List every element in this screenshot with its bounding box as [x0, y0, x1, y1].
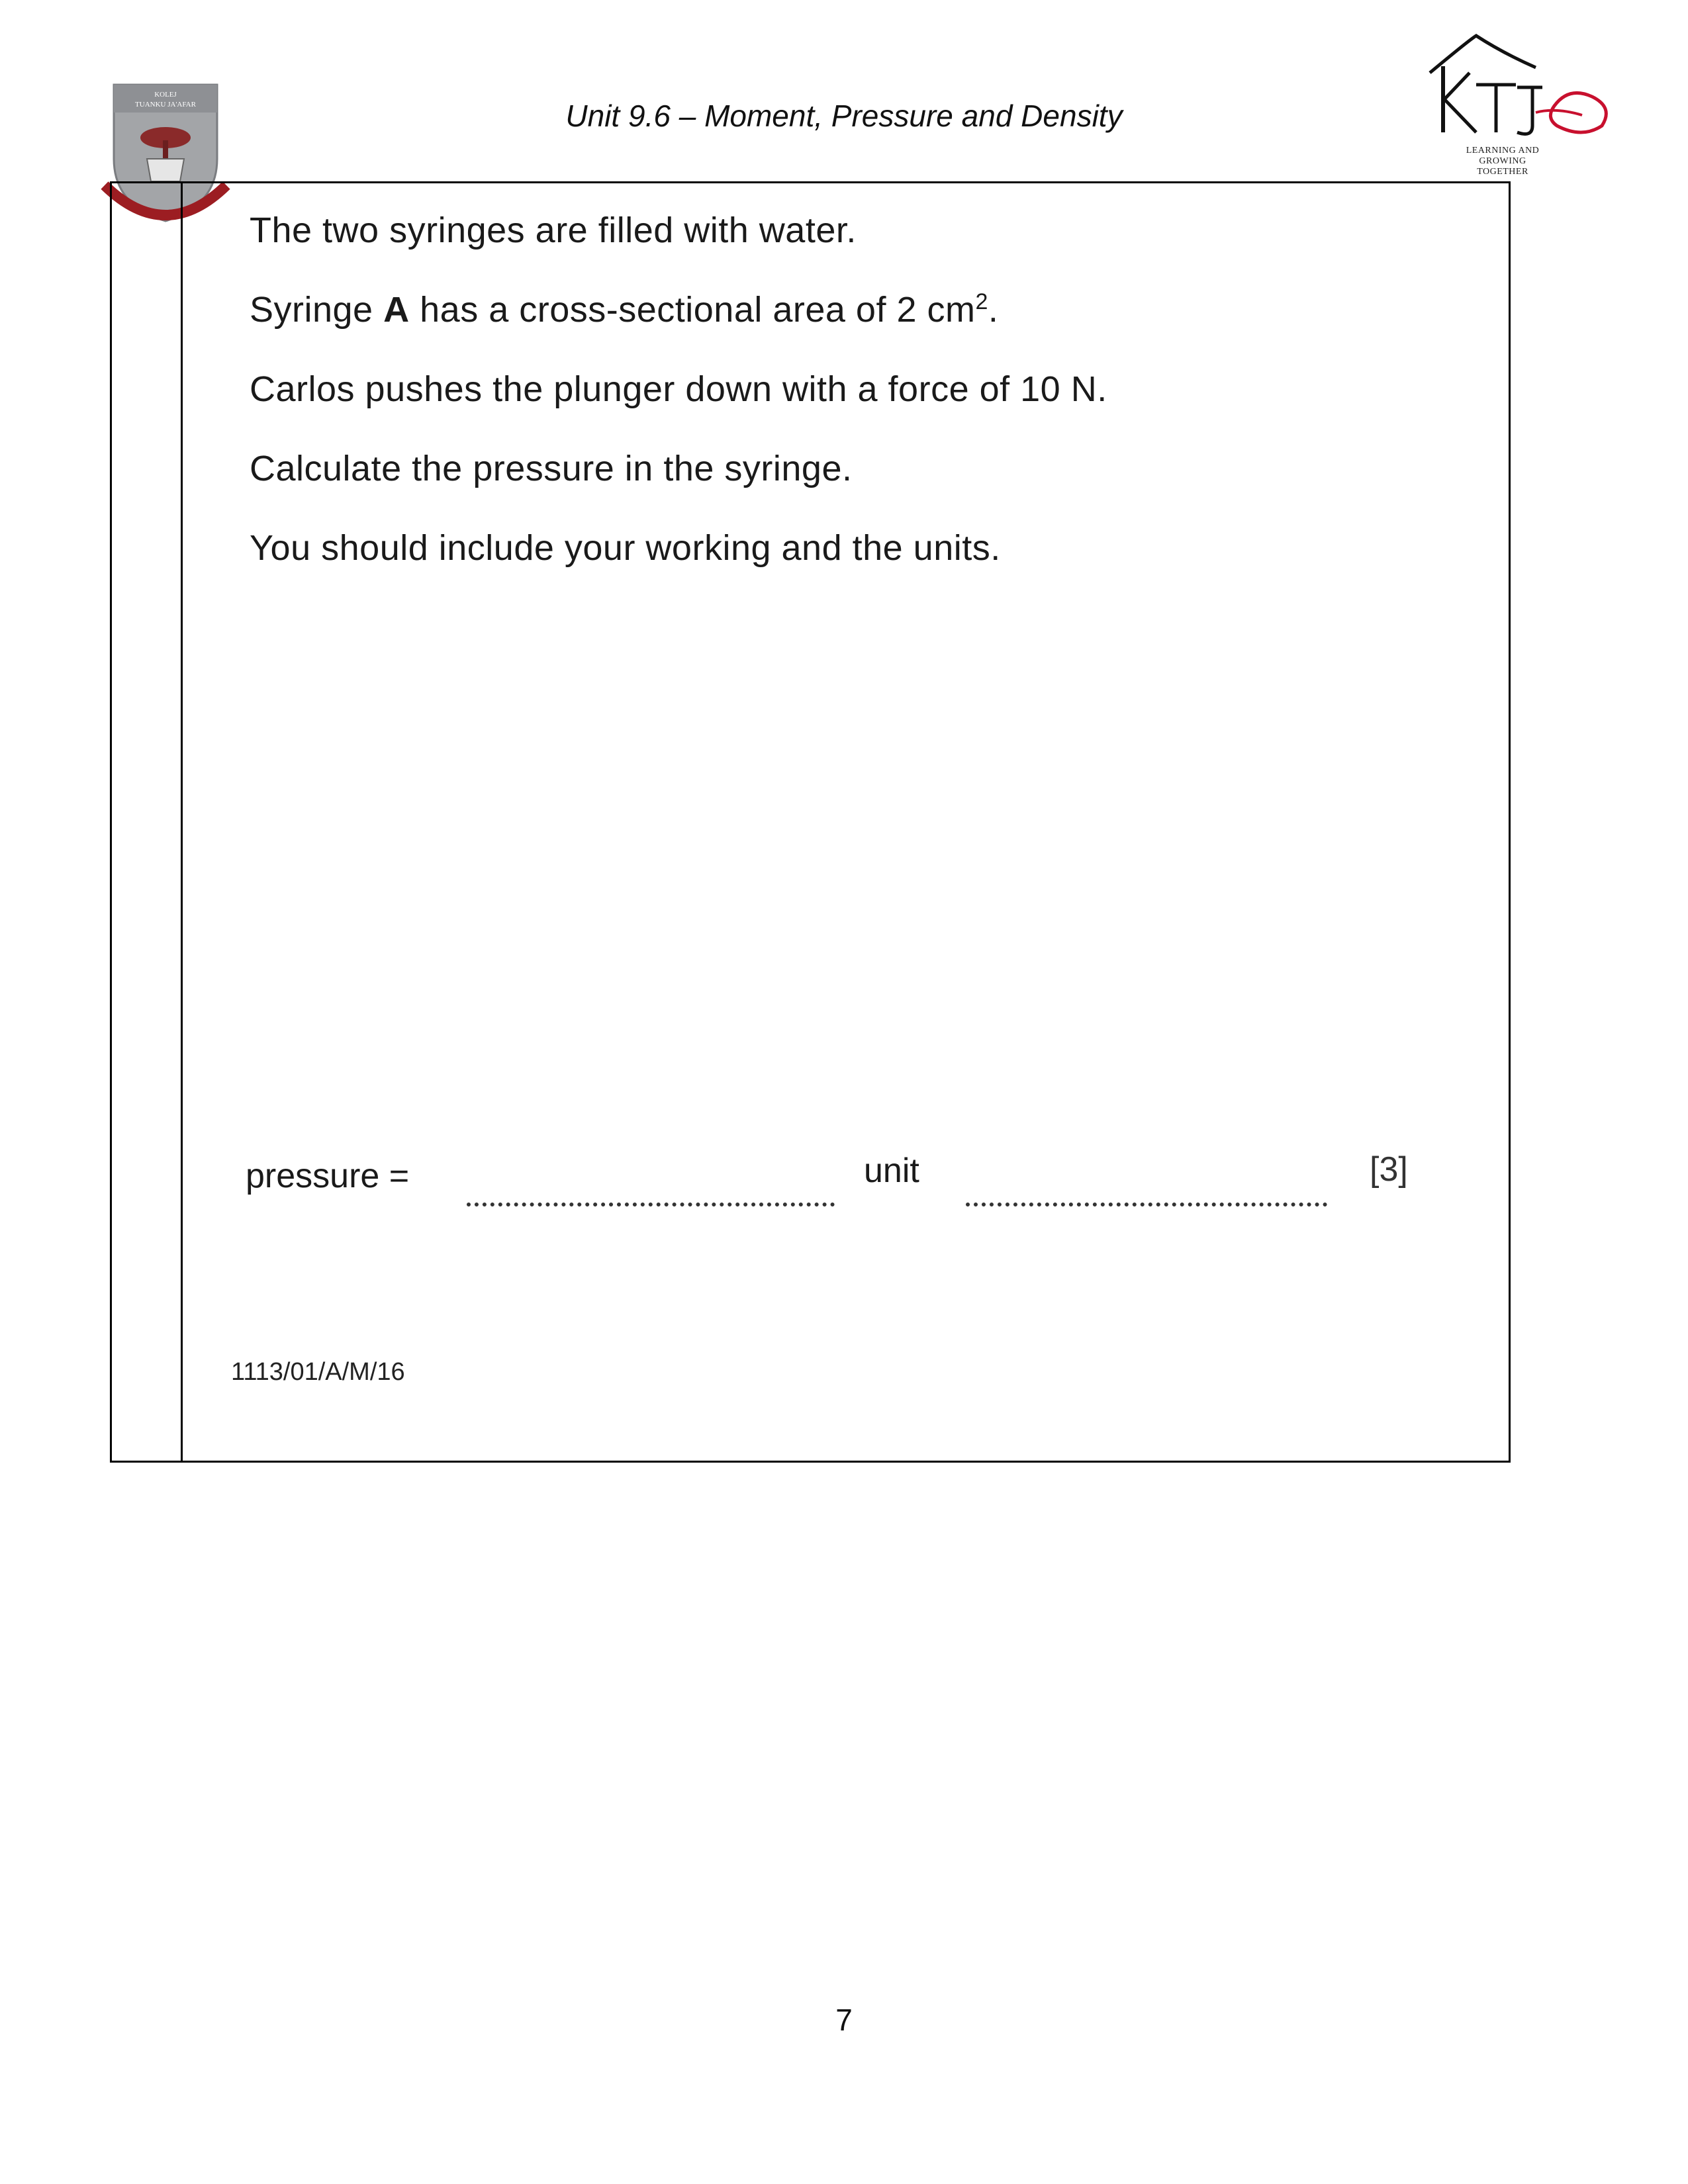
unit-answer-field[interactable] — [966, 1203, 1327, 1206]
question-line-2 — [250, 289, 998, 330]
marks-badge: [3] — [1370, 1150, 1408, 1189]
pressure-answer-field[interactable] — [467, 1203, 835, 1206]
question-line-2-suffix: has a cross-sectional area of 2 cm — [420, 290, 976, 330]
unit-label: unit — [864, 1152, 919, 1190]
unit-title: Unit 9.6 – Moment, Pressure and Density — [565, 99, 1123, 133]
question-line-2-prefix: Syringe — [250, 290, 373, 330]
reference-code: 1113/01/A/M/16 — [231, 1358, 405, 1386]
question-frame — [110, 181, 1511, 1463]
logo-tagline-line1: LEARNING AND GROWING — [1466, 146, 1540, 166]
ktj-logo — [1403, 33, 1622, 179]
page-number: 7 — [835, 2003, 853, 2037]
question-line-4: Calculate the pressure in the syringe. — [250, 449, 853, 488]
question-line-2-end: . — [988, 290, 999, 330]
area-exponent: 2 — [975, 289, 988, 314]
question-line-5: You should include your working and the units. — [250, 528, 1001, 568]
logo-tagline-line2: TOGETHER — [1477, 167, 1528, 177]
question-line-3: Carlos pushes the plunger down with a force of 10 N. — [250, 369, 1107, 409]
question-line-1: The two syringes are filled with water. — [250, 210, 857, 250]
svg-text:KOLEJ: KOLEJ — [154, 91, 177, 99]
ktj-house-logo-icon — [1403, 33, 1622, 152]
syringe-label: A — [383, 290, 410, 330]
pressure-label: pressure = — [246, 1157, 410, 1195]
frame-margin-line — [181, 183, 183, 1461]
svg-text:TUANKU JA'AFAR: TUANKU JA'AFAR — [135, 101, 196, 109]
